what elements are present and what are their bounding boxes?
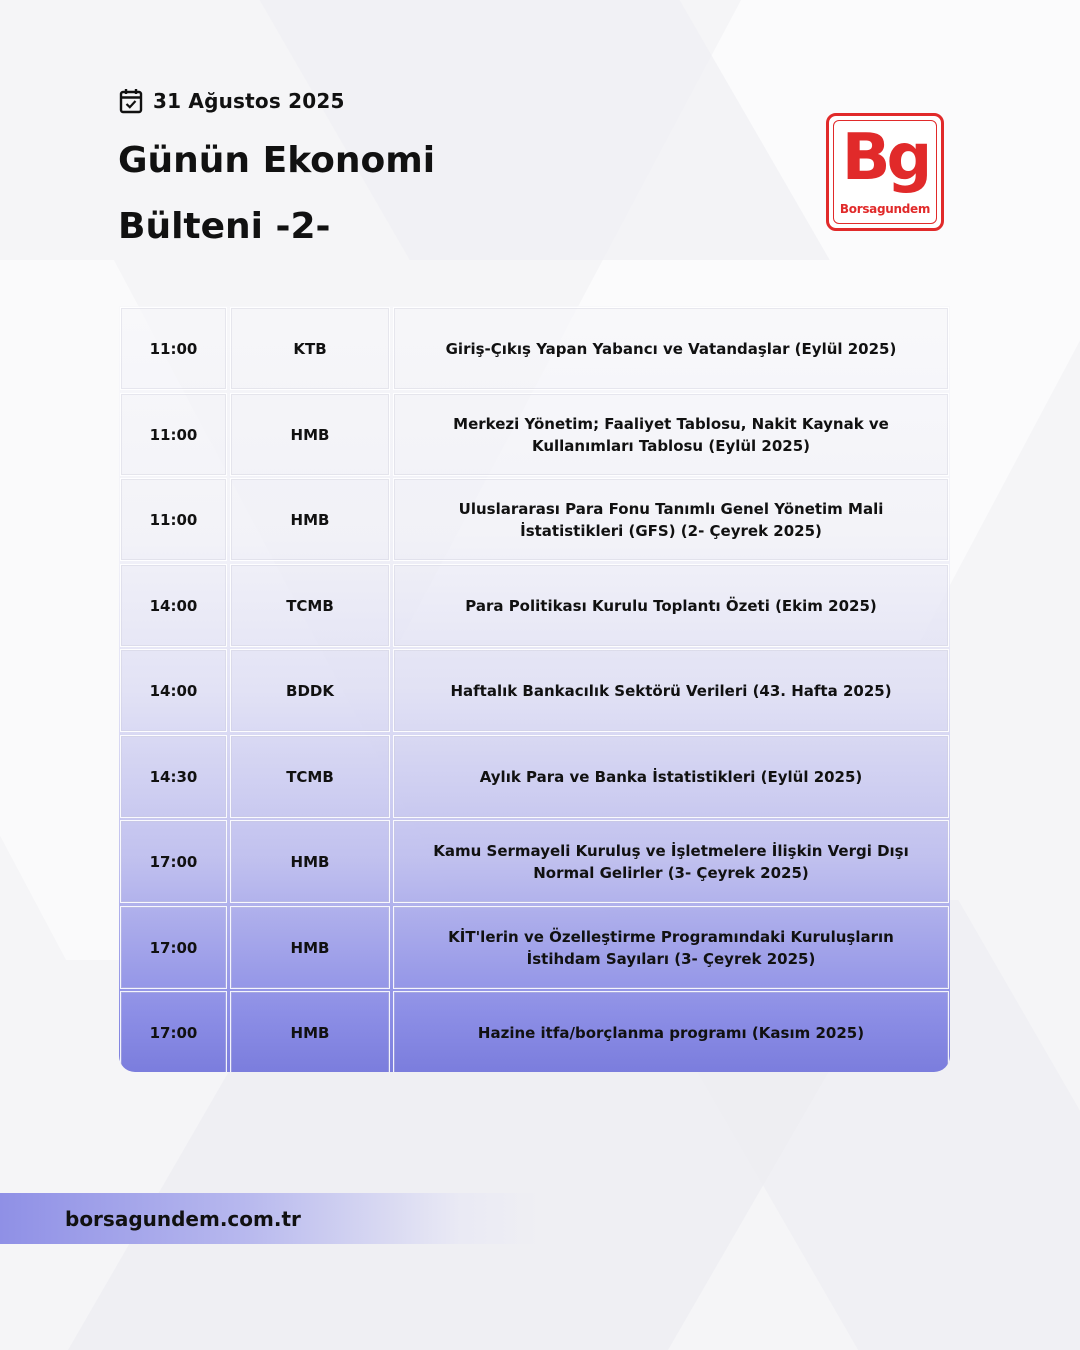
table-row [119,991,950,1072]
page-title-line: Bülteni -2- [118,206,331,247]
time-cell: 11:00 [120,478,227,561]
time-cell: 14:00 [120,649,227,732]
logo-caption: Borsagundem [839,202,931,216]
institution-cell: KTB [230,307,390,390]
page-title-line: Günün Ekonomi [118,140,436,181]
institution-cell: TCMB [230,735,390,818]
table-row [119,307,950,390]
institution-cell: HMB [230,393,390,476]
institution-cell: HMB [230,906,390,989]
brand-logo [826,113,944,231]
logo-mark: Bg [841,121,929,195]
description-cell: KİT'lerin ve Özelleştirme Programındaki Kuruluşların İstihdam Sayıları (3- Çeyrek 2025) [393,906,949,989]
description-cell: Merkezi Yönetim; Faaliyet Tablosu, Nakit Kaynak ve Kullanımları Tablosu (Eylül 2025) [393,393,949,476]
header-date [119,86,345,116]
institution-cell: HMB [230,991,390,1072]
institution-cell: HMB [230,478,390,561]
time-cell: 17:00 [120,991,227,1072]
description-cell: Kamu Sermayeli Kuruluş ve İşletmelere İlişkin Vergi Dışı Normal Gelirler (3- Çeyrek 2025) [393,820,949,903]
description-cell: Haftalık Bankacılık Sektörü Verileri (43. Hafta 2025) [393,649,949,732]
time-cell: 17:00 [120,820,227,903]
time-cell: 11:00 [120,307,227,390]
time-cell: 17:00 [120,906,227,989]
institution-cell: BDDK [230,649,390,732]
table-row [119,820,950,903]
date-text: 31 Ağustos 2025 [153,89,345,113]
time-cell: 14:30 [120,735,227,818]
page-title [118,128,558,260]
description-cell: Giriş-Çıkış Yapan Yabancı ve Vatandaşlar (Eylül 2025) [393,307,949,390]
footer-band [0,1193,540,1244]
institution-cell: HMB [230,820,390,903]
calendar-check-icon [119,88,143,114]
time-cell: 11:00 [120,393,227,476]
table-row [119,735,950,818]
time-cell: 14:00 [120,564,227,647]
description-cell: Hazine itfa/borçlanma programı (Kasım 2025) [393,991,949,1072]
footer-url[interactable]: borsagundem.com.tr [65,1206,301,1231]
table-row [119,906,950,989]
description-cell: Para Politikası Kurulu Toplantı Özeti (Ekim 2025) [393,564,949,647]
table-row [119,649,950,732]
table-row [119,393,950,476]
table-row [119,564,950,647]
institution-cell: TCMB [230,564,390,647]
table-row [119,478,950,561]
description-cell: Uluslararası Para Fonu Tanımlı Genel Yönetim Mali İstatistikleri (GFS) (2- Çeyrek 2025) [393,478,949,561]
schedule-table [119,306,950,1072]
description-cell: Aylık Para ve Banka İstatistikleri (Eylül 2025) [393,735,949,818]
